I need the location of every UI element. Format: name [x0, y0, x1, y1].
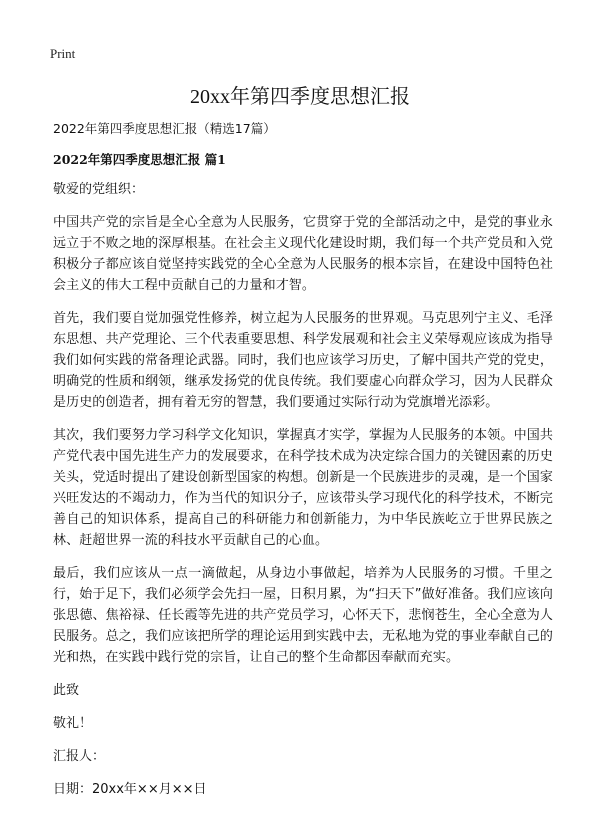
reporter-line: 汇报人： — [53, 749, 106, 764]
date-line: 日期：20xx年××月××日 — [53, 782, 207, 797]
salutation: 敬爱的党组织： — [53, 182, 145, 197]
section-heading: 2022年第四季度思想汇报 篇1 — [53, 152, 226, 167]
document-subtitle: 2022年第四季度思想汇报（精选17篇） — [53, 121, 276, 136]
paragraph-1: 中国共产党的宗旨是全心全意为人民服务，它贯穿于党的全部活动之中，是党的事业永远立于不败之地的深厚根基。在社会主义现代化建设时期，我们每一个共产党员和入党积极分子都应该自觉坚持实践党的全心全意为人民服务的根本宗旨，在建设中国特色社会主义的伟大工程中贡献自己的力量和才智。 — [53, 215, 553, 293]
document-title: 20xx年第四季度思想汇报 — [190, 86, 410, 108]
paragraph-3: 其次，我们要努力学习科学文化知识，掌握真才实学，掌握为人民服务的本领。中国共产党代表中国先进生产力的发展要求，在科学技术成为决定综合国力的关键因素的历史关头，党适时提出了建设创新型国家的构想。创新是一个民族进步的灵魂，是一个国家兴旺发达的不竭动力，作为当代的知识分子，应该带头学习现代化的科学技术，不断完善自己的知识体系，提高自己的科研能力和创新能力，为中华民族屹立于世界民族之林、赶超世界一流的科技水平贡献自己的心血。 — [53, 428, 553, 548]
closing-line-1: 此致 — [53, 683, 80, 698]
print-link[interactable]: Print — [50, 46, 76, 61]
closing-line-2: 敬礼！ — [53, 716, 93, 731]
paragraph-4: 最后，我们应该从一点一滴做起，从身边小事做起，培养为人民服务的习惯。千里之行，始于足下，我们必须学会先扫一屋，日积月累，为“扫天下”做好准备。我们应该向张思德、焦裕禄、任长霞等先进的共产党员学习，心怀天下，悲悯苍生，全心全意为人民服务。总之，我们应该把所学的理论运用到实践中去，无私地为党的事业奉献自己的光和热，在实践中践行党的宗旨，让自己的整个生命都因奉献而充实。 — [53, 566, 553, 665]
document-body — [53, 118, 553, 812]
paragraph-2: 首先，我们要自觉加强党性修养，树立起为人民服务的世界观。马克思列宁主义、毛泽东思想、共产党理论、三个代表重要思想、科学发展观和社会主义荣辱观应该成为指导我们如何实践的常备理论武器。同时，我们也应该学习历史，了解中国共产党的党史，明确党的性质和纲领，继承发扬党的优良传统。我们要虚心向群众学习，因为人民群众是历史的创造者，拥有着无穷的智慧，我们要通过实际行动为党旗增光添彩。 — [53, 311, 553, 410]
